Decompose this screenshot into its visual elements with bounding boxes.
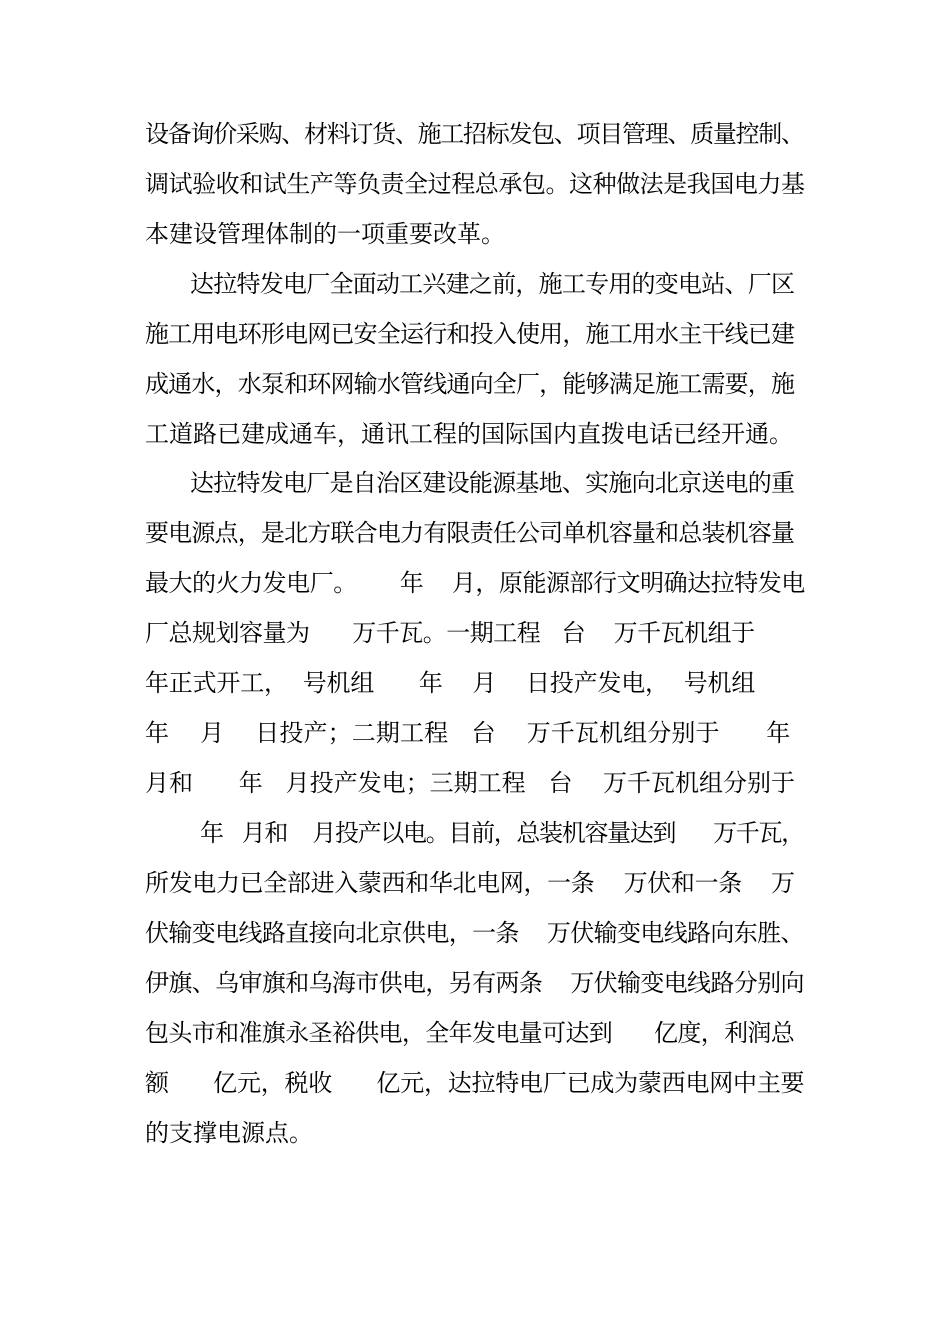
text-line: 设备询价采购、材料订货、施工招标发包、项目管理、质量控制、 xyxy=(145,120,804,148)
text-line: 厂总规划容量为 万千瓦。一期工程 台 万千瓦机组于 xyxy=(145,619,755,647)
text-line: 包头市和准旗永圣裕供电，全年发电量可达到 亿度，利润总 xyxy=(145,1019,795,1047)
text-line: 最大的火力发电厂。 年 月，原能源部行文明确达拉特发电 xyxy=(145,569,805,597)
text-line: 伏输变电线路直接向北京供电，一条 万伏输变电线路向东胜、 xyxy=(145,919,804,947)
text-line: 本建设管理体制的一项重要改革。 xyxy=(145,220,505,248)
paragraph-first-line: 达拉特发电厂是自治区建设能源基地、实施向北京送电的重 xyxy=(190,469,795,497)
text-line: 的支撑电源点。 xyxy=(145,1119,313,1147)
text-line: 施工用电环形电网已安全运行和投入使用，施工用水主干线已建 xyxy=(145,320,795,348)
text-line: 年正式开工， 号机组 年 月 日投产发电， 号机组 xyxy=(145,669,756,697)
text-line: 成通水，水泵和环网输水管线通向全厂，能够满足施工需要，施 xyxy=(145,370,795,398)
text-line: 年 月和 月投产以电。目前，总装机容量达到 万千瓦， xyxy=(200,819,804,847)
text-line: 所发电力已全部进入蒙西和华北电网，一条 万伏和一条 万 xyxy=(145,869,795,897)
text-line: 工道路已建成通车，通讯工程的国际国内直拨电话已经开通。 xyxy=(145,420,793,448)
text-line: 调试验收和试生产等负责全过程总承包。这种做法是我国电力基 xyxy=(145,170,805,198)
paragraph-first-line: 达拉特发电厂全面动工兴建之前，施工专用的变电站、厂区 xyxy=(190,270,795,298)
text-line: 要电源点，是北方联合电力有限责任公司单机容量和总装机容量 xyxy=(145,519,795,547)
text-line: 年 月 日投产；二期工程 台 万千瓦机组分别于 年 xyxy=(145,719,791,747)
text-line: 月和 年 月投产发电；三期工程 台 万千瓦机组分别于 xyxy=(145,769,796,797)
text-line: 额 亿元，税收 亿元，达拉特电厂已成为蒙西电网中主要 xyxy=(145,1069,805,1097)
text-line: 伊旗、乌审旗和乌海市供电，另有两条 万伏输变电线路分别向 xyxy=(145,969,804,997)
